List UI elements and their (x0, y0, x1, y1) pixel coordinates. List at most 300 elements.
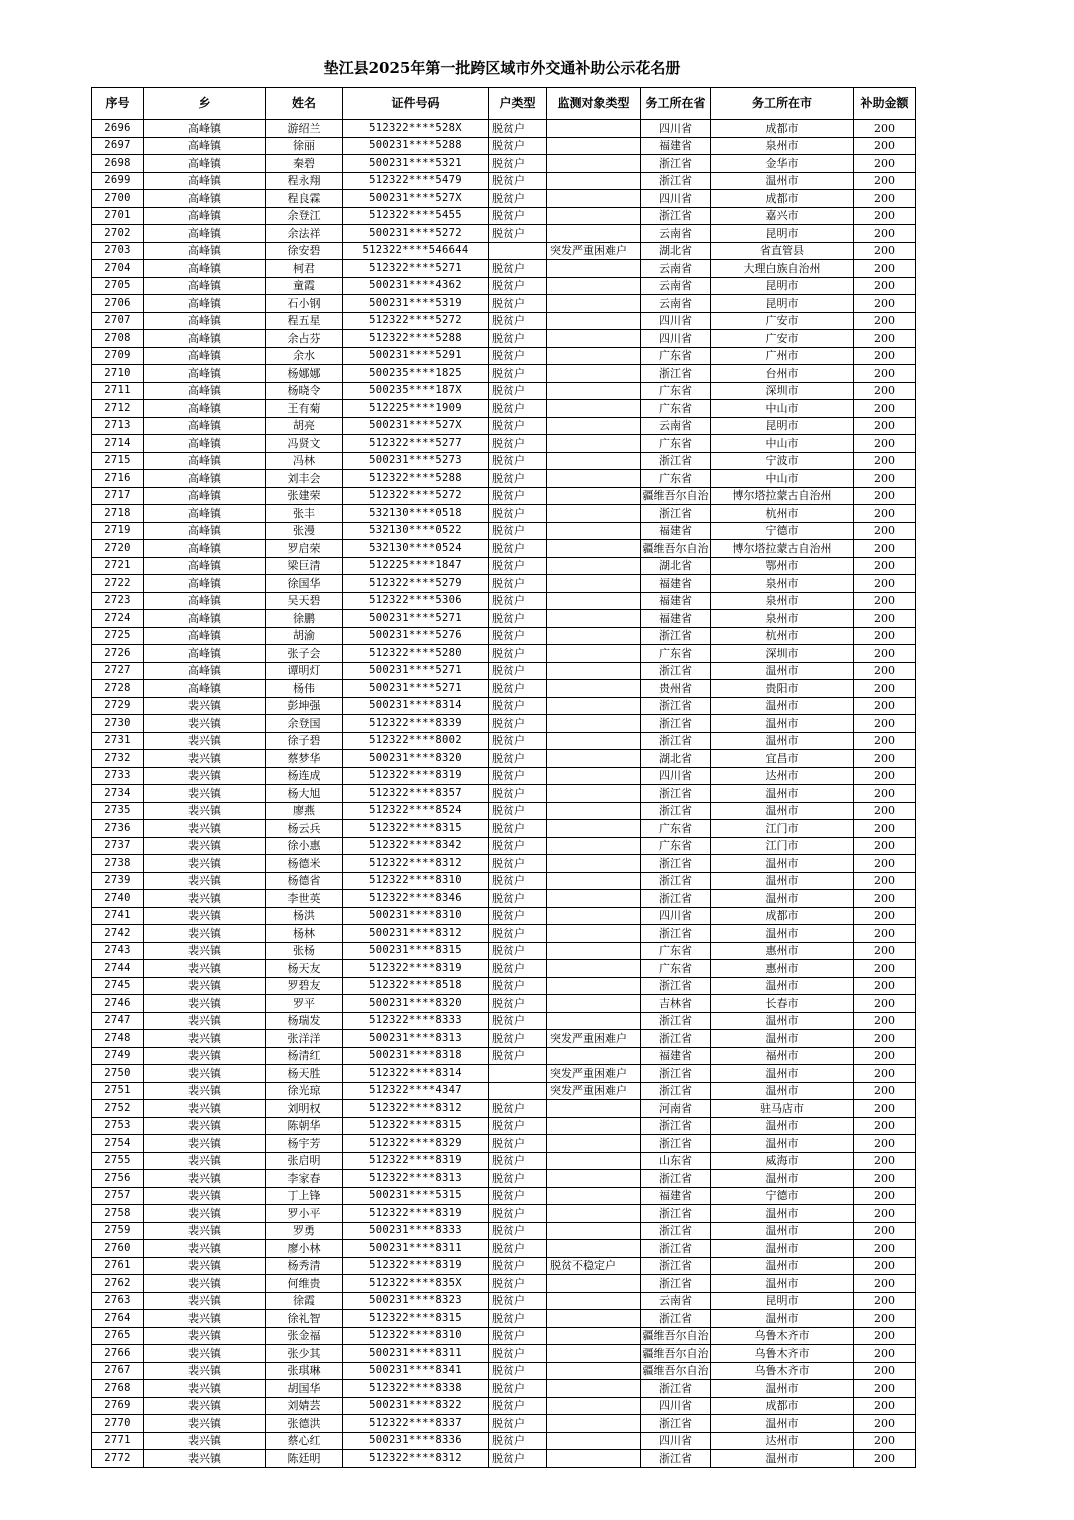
table-row (92, 452, 916, 470)
cell-work-city: 温州市 (711, 1275, 854, 1293)
cell-work-province: 浙江省 (641, 1275, 711, 1293)
cell-household-type: 脱贫户 (489, 610, 547, 628)
cell-subsidy-amount: 200 (854, 855, 916, 873)
cell-township: 高峰镇 (144, 627, 266, 645)
header-id-number: 证件号码 (343, 88, 489, 120)
table-row (92, 1117, 916, 1135)
cell-household-type: 脱贫户 (489, 1100, 547, 1118)
table-row (92, 820, 916, 838)
cell-household-type: 脱贫户 (489, 365, 547, 383)
table-row (92, 785, 916, 803)
cell-monitor-type (547, 785, 641, 803)
cell-household-type: 脱贫户 (489, 557, 547, 575)
cell-household-type: 脱贫户 (489, 1012, 547, 1030)
cell-subsidy-amount: 200 (854, 662, 916, 680)
table-row (92, 1082, 916, 1100)
cell-subsidy-amount: 200 (854, 1135, 916, 1153)
cell-monitor-type (547, 190, 641, 208)
cell-household-type: 脱贫户 (489, 487, 547, 505)
cell-seq: 2723 (92, 592, 144, 610)
cell-household-type: 脱贫户 (489, 1397, 547, 1415)
cell-township: 裴兴镇 (144, 1170, 266, 1188)
cell-household-type: 脱贫户 (489, 417, 547, 435)
cell-subsidy-amount: 200 (854, 750, 916, 768)
cell-work-province: 疆维吾尔自治 (641, 1345, 711, 1363)
cell-work-city: 嘉兴市 (711, 207, 854, 225)
cell-household-type: 脱贫户 (489, 277, 547, 295)
cell-id-number: 512322****8319 (343, 960, 489, 978)
cell-seq: 2697 (92, 137, 144, 155)
table-row (92, 925, 916, 943)
cell-household-type: 脱贫户 (489, 1187, 547, 1205)
cell-monitor-type (547, 452, 641, 470)
cell-township: 高峰镇 (144, 347, 266, 365)
cell-name: 余登江 (266, 207, 343, 225)
cell-name: 张洋洋 (266, 1030, 343, 1048)
cell-monitor-type (547, 645, 641, 663)
cell-township: 高峰镇 (144, 575, 266, 593)
cell-id-number: 500231****8320 (343, 995, 489, 1013)
cell-work-province: 广东省 (641, 382, 711, 400)
cell-name: 徐丽 (266, 137, 343, 155)
cell-township: 高峰镇 (144, 295, 266, 313)
cell-township: 裴兴镇 (144, 1030, 266, 1048)
table-row (92, 732, 916, 750)
cell-subsidy-amount: 200 (854, 1310, 916, 1328)
cell-work-city: 成都市 (711, 190, 854, 208)
cell-household-type: 脱贫户 (489, 435, 547, 453)
cell-subsidy-amount: 200 (854, 225, 916, 243)
cell-township: 裴兴镇 (144, 1310, 266, 1328)
cell-name: 罗启荣 (266, 540, 343, 558)
cell-name: 柯君 (266, 260, 343, 278)
cell-seq: 2761 (92, 1257, 144, 1275)
cell-work-province: 浙江省 (641, 925, 711, 943)
cell-township: 裴兴镇 (144, 960, 266, 978)
cell-seq: 2734 (92, 785, 144, 803)
cell-seq: 2770 (92, 1415, 144, 1433)
cell-household-type (489, 1065, 547, 1083)
cell-name: 杨洪 (266, 907, 343, 925)
cell-household-type: 脱贫户 (489, 907, 547, 925)
cell-name: 杨晓令 (266, 382, 343, 400)
cell-id-number: 512322****5306 (343, 592, 489, 610)
cell-name: 杨德省 (266, 872, 343, 890)
cell-household-type: 脱贫户 (489, 1047, 547, 1065)
cell-id-number: 500231****8336 (343, 1432, 489, 1450)
cell-id-number: 512322****8319 (343, 767, 489, 785)
cell-monitor-type (547, 1380, 641, 1398)
cell-work-province: 四川省 (641, 312, 711, 330)
cell-monitor-type (547, 1275, 641, 1293)
cell-name: 杨连成 (266, 767, 343, 785)
cell-monitor-type (547, 557, 641, 575)
cell-work-city: 昆明市 (711, 225, 854, 243)
table-row (92, 767, 916, 785)
table-row (92, 715, 916, 733)
cell-township: 裴兴镇 (144, 1362, 266, 1380)
cell-household-type: 脱贫户 (489, 942, 547, 960)
cell-household-type: 脱贫户 (489, 452, 547, 470)
cell-work-city: 达州市 (711, 767, 854, 785)
cell-seq: 2740 (92, 890, 144, 908)
cell-subsidy-amount: 200 (854, 645, 916, 663)
header-subsidy-amount: 补助金额 (854, 88, 916, 120)
cell-subsidy-amount: 200 (854, 417, 916, 435)
cell-id-number: 512322****4347 (343, 1082, 489, 1100)
cell-work-province: 四川省 (641, 907, 711, 925)
cell-work-province: 浙江省 (641, 1240, 711, 1258)
cell-seq: 2720 (92, 540, 144, 558)
cell-name: 杨娜娜 (266, 365, 343, 383)
cell-township: 裴兴镇 (144, 1292, 266, 1310)
cell-id-number: 500231****8320 (343, 750, 489, 768)
header-work-city: 务工所在市 (711, 88, 854, 120)
cell-subsidy-amount: 200 (854, 400, 916, 418)
cell-household-type: 脱贫户 (489, 505, 547, 523)
table-row (92, 995, 916, 1013)
cell-household-type: 脱贫户 (489, 1170, 547, 1188)
table-row (92, 697, 916, 715)
cell-township: 裴兴镇 (144, 1450, 266, 1468)
cell-township: 高峰镇 (144, 557, 266, 575)
table-row (92, 1047, 916, 1065)
cell-monitor-type (547, 1205, 641, 1223)
cell-household-type: 脱贫户 (489, 295, 547, 313)
cell-name: 李家春 (266, 1170, 343, 1188)
table-row (92, 505, 916, 523)
table-row (92, 872, 916, 890)
cell-township: 裴兴镇 (144, 1327, 266, 1345)
cell-id-number: 512322****528X (343, 120, 489, 138)
cell-township: 裴兴镇 (144, 872, 266, 890)
cell-subsidy-amount: 200 (854, 1187, 916, 1205)
cell-id-number: 500231****5271 (343, 680, 489, 698)
cell-id-number: 512322****8319 (343, 1152, 489, 1170)
cell-seq: 2696 (92, 120, 144, 138)
cell-household-type: 脱贫户 (489, 662, 547, 680)
cell-subsidy-amount: 200 (854, 207, 916, 225)
cell-id-number: 500231****8312 (343, 925, 489, 943)
cell-township: 裴兴镇 (144, 1222, 266, 1240)
cell-name: 罗勇 (266, 1222, 343, 1240)
cell-seq: 2733 (92, 767, 144, 785)
cell-work-city: 宁德市 (711, 522, 854, 540)
cell-id-number: 512322****8313 (343, 1170, 489, 1188)
cell-household-type: 脱贫户 (489, 225, 547, 243)
cell-name: 张琪琳 (266, 1362, 343, 1380)
cell-township: 裴兴镇 (144, 890, 266, 908)
cell-township: 裴兴镇 (144, 750, 266, 768)
cell-seq: 2749 (92, 1047, 144, 1065)
cell-household-type: 脱贫户 (489, 627, 547, 645)
cell-id-number: 500231****5321 (343, 155, 489, 173)
header-seq: 序号 (92, 88, 144, 120)
cell-household-type: 脱贫户 (489, 855, 547, 873)
table-row (92, 347, 916, 365)
cell-township: 裴兴镇 (144, 995, 266, 1013)
cell-household-type: 脱贫户 (489, 715, 547, 733)
cell-work-province: 贵州省 (641, 680, 711, 698)
cell-household-type: 脱贫户 (489, 1135, 547, 1153)
cell-household-type: 脱贫户 (489, 785, 547, 803)
cell-monitor-type (547, 802, 641, 820)
cell-subsidy-amount: 200 (854, 995, 916, 1013)
cell-household-type: 脱贫户 (489, 540, 547, 558)
cell-monitor-type (547, 872, 641, 890)
cell-township: 裴兴镇 (144, 977, 266, 995)
table-row (92, 400, 916, 418)
cell-id-number: 500231****8322 (343, 1397, 489, 1415)
cell-seq: 2705 (92, 277, 144, 295)
cell-name: 徐礼智 (266, 1310, 343, 1328)
cell-household-type: 脱贫户 (489, 960, 547, 978)
cell-monitor-type (547, 942, 641, 960)
cell-work-province: 广东省 (641, 400, 711, 418)
cell-subsidy-amount: 200 (854, 382, 916, 400)
cell-seq: 2727 (92, 662, 144, 680)
cell-work-city: 博尔塔拉蒙古自治州 (711, 487, 854, 505)
cell-work-city: 昆明市 (711, 417, 854, 435)
table-row (92, 1240, 916, 1258)
cell-name: 谭明灯 (266, 662, 343, 680)
table-row (92, 137, 916, 155)
header-township: 乡 (144, 88, 266, 120)
cell-monitor-type (547, 1292, 641, 1310)
cell-township: 裴兴镇 (144, 1257, 266, 1275)
cell-work-province: 云南省 (641, 1292, 711, 1310)
table-row (92, 802, 916, 820)
cell-township: 高峰镇 (144, 680, 266, 698)
cell-name: 徐光琼 (266, 1082, 343, 1100)
table-row (92, 1415, 916, 1433)
cell-name: 刘丰会 (266, 470, 343, 488)
cell-seq: 2707 (92, 312, 144, 330)
cell-name: 罗碧友 (266, 977, 343, 995)
cell-id-number: 512322****5279 (343, 575, 489, 593)
table-row (92, 1432, 916, 1450)
cell-work-province: 四川省 (641, 1432, 711, 1450)
cell-household-type: 脱贫户 (489, 330, 547, 348)
cell-household-type (489, 242, 547, 260)
cell-name: 刘明权 (266, 1100, 343, 1118)
cell-id-number: 500231****8313 (343, 1030, 489, 1048)
cell-name: 杨天胜 (266, 1065, 343, 1083)
cell-name: 杨清红 (266, 1047, 343, 1065)
cell-work-city: 温州市 (711, 977, 854, 995)
cell-id-number: 512322****835X (343, 1275, 489, 1293)
cell-subsidy-amount: 200 (854, 470, 916, 488)
cell-township: 裴兴镇 (144, 942, 266, 960)
cell-monitor-type (547, 155, 641, 173)
cell-id-number: 500231****8315 (343, 942, 489, 960)
table-row (92, 1450, 916, 1468)
cell-monitor-type (547, 907, 641, 925)
cell-name: 陈朝华 (266, 1117, 343, 1135)
table-row (92, 1205, 916, 1223)
cell-monitor-type (547, 225, 641, 243)
cell-household-type: 脱贫户 (489, 120, 547, 138)
cell-seq: 2758 (92, 1205, 144, 1223)
cell-work-city: 温州市 (711, 172, 854, 190)
cell-work-city: 成都市 (711, 120, 854, 138)
cell-work-city: 宁波市 (711, 452, 854, 470)
cell-seq: 2748 (92, 1030, 144, 1048)
table-row (92, 1187, 916, 1205)
cell-work-city: 温州市 (711, 1205, 854, 1223)
cell-work-province: 河南省 (641, 1100, 711, 1118)
cell-id-number: 532130****0524 (343, 540, 489, 558)
cell-name: 张丰 (266, 505, 343, 523)
cell-household-type: 脱贫户 (489, 767, 547, 785)
cell-work-city: 温州市 (711, 1082, 854, 1100)
cell-work-city: 中山市 (711, 470, 854, 488)
cell-seq: 2710 (92, 365, 144, 383)
cell-id-number: 500231****5272 (343, 225, 489, 243)
cell-subsidy-amount: 200 (854, 277, 916, 295)
cell-name: 程永翔 (266, 172, 343, 190)
cell-seq: 2724 (92, 610, 144, 628)
cell-id-number: 512322****8524 (343, 802, 489, 820)
cell-name: 王有菊 (266, 400, 343, 418)
table-row (92, 382, 916, 400)
table-row (92, 907, 916, 925)
cell-subsidy-amount: 200 (854, 715, 916, 733)
document-title: 垫江县2025年第一批跨区域市外交通补助公示花名册 (323, 59, 681, 77)
cell-township: 高峰镇 (144, 417, 266, 435)
cell-id-number: 500231****5291 (343, 347, 489, 365)
cell-township: 裴兴镇 (144, 1117, 266, 1135)
cell-subsidy-amount: 200 (854, 697, 916, 715)
cell-seq: 2741 (92, 907, 144, 925)
cell-work-city: 温州市 (711, 715, 854, 733)
cell-name: 冯贤文 (266, 435, 343, 453)
cell-household-type: 脱贫户 (489, 890, 547, 908)
cell-name: 杨秀清 (266, 1257, 343, 1275)
cell-name: 蔡梦华 (266, 750, 343, 768)
cell-seq: 2713 (92, 417, 144, 435)
cell-monitor-type: 脱贫不稳定户 (547, 1257, 641, 1275)
table-row (92, 1397, 916, 1415)
cell-work-city: 大理白族自治州 (711, 260, 854, 278)
cell-monitor-type (547, 1100, 641, 1118)
cell-township: 高峰镇 (144, 540, 266, 558)
table-row (92, 225, 916, 243)
cell-work-province: 浙江省 (641, 1380, 711, 1398)
cell-id-number: 512322****8315 (343, 1310, 489, 1328)
cell-household-type: 脱贫户 (489, 575, 547, 593)
cell-work-city: 昆明市 (711, 277, 854, 295)
cell-work-province: 浙江省 (641, 855, 711, 873)
cell-household-type: 脱贫户 (489, 155, 547, 173)
cell-township: 高峰镇 (144, 487, 266, 505)
cell-seq: 2735 (92, 802, 144, 820)
cell-id-number: 500231****4362 (343, 277, 489, 295)
cell-name: 杨德米 (266, 855, 343, 873)
cell-name: 杨林 (266, 925, 343, 943)
cell-subsidy-amount: 200 (854, 1275, 916, 1293)
cell-work-city: 温州市 (711, 872, 854, 890)
cell-work-city: 温州市 (711, 1240, 854, 1258)
cell-township: 裴兴镇 (144, 1240, 266, 1258)
cell-seq: 2718 (92, 505, 144, 523)
cell-monitor-type (547, 995, 641, 1013)
cell-township: 高峰镇 (144, 207, 266, 225)
cell-household-type: 脱贫户 (489, 1117, 547, 1135)
cell-monitor-type (547, 1397, 641, 1415)
cell-monitor-type (547, 890, 641, 908)
cell-household-type: 脱贫户 (489, 1345, 547, 1363)
cell-subsidy-amount: 200 (854, 295, 916, 313)
cell-monitor-type (547, 1135, 641, 1153)
cell-subsidy-amount: 200 (854, 557, 916, 575)
cell-township: 高峰镇 (144, 505, 266, 523)
table-row (92, 242, 916, 260)
cell-work-province: 浙江省 (641, 1082, 711, 1100)
cell-work-city: 贵阳市 (711, 680, 854, 698)
cell-work-city: 昆明市 (711, 1292, 854, 1310)
cell-work-city: 温州市 (711, 1310, 854, 1328)
cell-id-number: 512322****8342 (343, 837, 489, 855)
cell-work-province: 浙江省 (641, 1222, 711, 1240)
cell-subsidy-amount: 200 (854, 1222, 916, 1240)
cell-id-number: 512322****5288 (343, 470, 489, 488)
cell-name: 蔡心红 (266, 1432, 343, 1450)
cell-name: 罗小平 (266, 1205, 343, 1223)
cell-household-type: 脱贫户 (489, 1030, 547, 1048)
cell-township: 高峰镇 (144, 225, 266, 243)
cell-work-city: 江门市 (711, 820, 854, 838)
cell-name: 余水 (266, 347, 343, 365)
table-row (92, 1170, 916, 1188)
cell-household-type: 脱贫户 (489, 1205, 547, 1223)
table-row (92, 1327, 916, 1345)
cell-monitor-type (547, 137, 641, 155)
cell-monitor-type: 突发严重困难户 (547, 1065, 641, 1083)
cell-subsidy-amount: 200 (854, 1345, 916, 1363)
cell-township: 高峰镇 (144, 137, 266, 155)
cell-seq: 2730 (92, 715, 144, 733)
cell-household-type: 脱贫户 (489, 1362, 547, 1380)
cell-id-number: 512322****8357 (343, 785, 489, 803)
cell-monitor-type (547, 330, 641, 348)
cell-seq: 2744 (92, 960, 144, 978)
cell-township: 高峰镇 (144, 435, 266, 453)
cell-name: 罗平 (266, 995, 343, 1013)
cell-township: 高峰镇 (144, 190, 266, 208)
cell-work-city: 中山市 (711, 400, 854, 418)
cell-township: 高峰镇 (144, 155, 266, 173)
cell-township: 裴兴镇 (144, 1275, 266, 1293)
cell-id-number: 512322****5288 (343, 330, 489, 348)
table-row (92, 190, 916, 208)
cell-seq: 2760 (92, 1240, 144, 1258)
cell-work-city: 广安市 (711, 312, 854, 330)
cell-seq: 2766 (92, 1345, 144, 1363)
cell-name: 余占芬 (266, 330, 343, 348)
cell-monitor-type (547, 925, 641, 943)
cell-seq: 2701 (92, 207, 144, 225)
cell-id-number: 500231****5319 (343, 295, 489, 313)
cell-monitor-type (547, 1170, 641, 1188)
cell-seq: 2732 (92, 750, 144, 768)
cell-id-number: 512322****8339 (343, 715, 489, 733)
cell-work-province: 福建省 (641, 522, 711, 540)
cell-work-province: 浙江省 (641, 1135, 711, 1153)
cell-township: 高峰镇 (144, 400, 266, 418)
cell-subsidy-amount: 200 (854, 785, 916, 803)
cell-id-number: 500231****8314 (343, 697, 489, 715)
